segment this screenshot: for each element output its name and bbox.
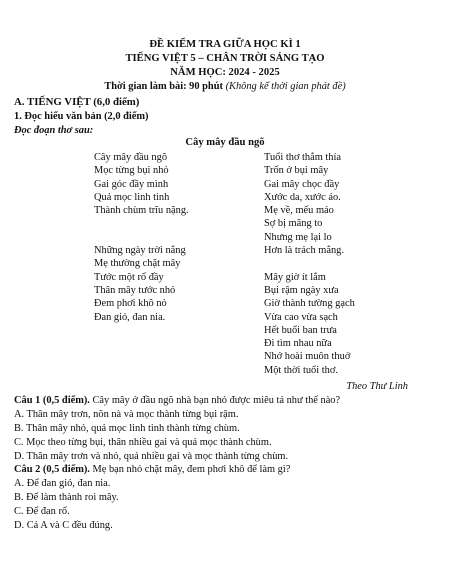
- poem-line: Giờ thành tường gạch: [264, 298, 355, 310]
- poem-line: Nhưng mẹ lại lo: [264, 231, 332, 243]
- question-2-option-d: D. Cả A và C đều đúng.: [14, 520, 113, 531]
- poem-line: Mây giờ ít lắm: [264, 271, 326, 283]
- time-note: (Không kể thời gian phát đề): [225, 81, 346, 92]
- stanza-gap: [94, 217, 189, 230]
- poem-line: Gai mây chọc đầy: [264, 178, 340, 190]
- question-2-label: Câu 2 (0,5 điểm).: [14, 464, 90, 475]
- poem-line: Những ngày trời nắng: [94, 245, 186, 257]
- question-2-option-b: B. Để làm thành roi mây.: [14, 492, 119, 503]
- poem-line: Nhớ hoài muôn thuở: [264, 351, 351, 363]
- poem-line: Trốn ở bụi mây: [264, 165, 329, 177]
- question-2-option-c: C. Để đan rổ.: [14, 506, 70, 517]
- poem-line: Bụi rậm ngày xưa: [264, 284, 339, 296]
- poem-line: Mọc từng bụi nhỏ: [94, 165, 169, 177]
- poem-line: Thành chùm trĩu nặng.: [94, 205, 189, 217]
- read-prompt: Đọc đoạn thơ sau:: [14, 125, 94, 136]
- question-1-text: Cây mây ở đầu ngõ nhà bạn nhỏ được miêu tả như thế nào?: [89, 395, 341, 406]
- poem-line: Một thời tuổi thơ.: [264, 364, 338, 376]
- poem-line: Quả mọc linh tinh: [94, 191, 170, 203]
- poem-line: Đi tìm nhau nữa: [264, 338, 332, 350]
- question-2-text: Mẹ bạn nhỏ chặt mây, đem phơi khô để làm gì?: [89, 464, 291, 475]
- question-1-option-d: D. Thân mây trơn và nhỏ, quả nhiều gai và mọc thành từng chùm.: [14, 451, 289, 462]
- poem-line: Tuổi thơ thắm thía: [264, 152, 341, 163]
- poem-line: Xước da, xước áo.: [264, 191, 341, 203]
- school-year: NĂM HỌC: 2024 - 2025: [170, 67, 280, 78]
- poem-line: Hết buổi ban trưa: [264, 324, 337, 336]
- exam-subject: TIẾNG VIỆT 5 – CHÂN TRỜI SÁNG TẠO: [125, 53, 325, 64]
- poem-left-column: [94, 151, 189, 324]
- section-a-heading: A. TIẾNG VIỆT (6,0 điểm): [14, 96, 140, 108]
- question-1-option-c: C. Mọc theo từng bụi, thân nhiều gai và quả mọc thành chùm.: [14, 437, 272, 448]
- stanza-gap: [264, 257, 355, 270]
- time-label: Thời gian làm bài: 90 phút: [104, 81, 223, 92]
- question-1-option-a: A. Thân mây trơn, nõn nà và mọc thành từng bụi rậm.: [14, 409, 239, 420]
- poem-line: Thân mây tước nhỏ: [94, 284, 176, 296]
- stanza-gap: [94, 231, 189, 244]
- poem-line: Sợ bị măng to: [264, 218, 323, 230]
- poem-line: Hơn là trách mắng.: [264, 245, 344, 257]
- poem-line: Đem phơi khô nỏ: [94, 298, 167, 310]
- poem-right-column: [264, 151, 355, 377]
- poem-author: Theo Thư Linh: [346, 381, 408, 392]
- poem-line: Vừa cao vừa sạch: [264, 311, 338, 323]
- question-1-option-b: B. Thân mây nhỏ, quả mọc linh tinh thành từng chùm.: [14, 423, 240, 434]
- poem-title: Cây mây đầu ngõ: [185, 137, 265, 148]
- poem-line: Gai góc đầy mình: [94, 178, 169, 190]
- poem-line: Mẹ về, mếu máo: [264, 205, 334, 217]
- poem-line: Mẹ thường chặt mây: [94, 258, 181, 270]
- poem-line: Đan giỏ, đan nia.: [94, 311, 166, 323]
- poem-line: Tước một rổ đầy: [94, 271, 164, 283]
- question-1-label: Câu 1 (0,5 điểm).: [14, 395, 90, 406]
- exam-title: ĐỀ KIỂM TRA GIỮA HỌC KÌ 1: [149, 39, 301, 50]
- question-2: [14, 463, 290, 476]
- time-line: [0, 81, 450, 92]
- question-2-option-a: A. Để đan giỏ, đan nia.: [14, 478, 111, 489]
- question-1: [14, 394, 340, 407]
- part-1-heading: 1. Đọc hiểu văn bản (2,0 điểm): [14, 111, 149, 122]
- poem-line: Cây mây đầu ngõ: [94, 152, 168, 163]
